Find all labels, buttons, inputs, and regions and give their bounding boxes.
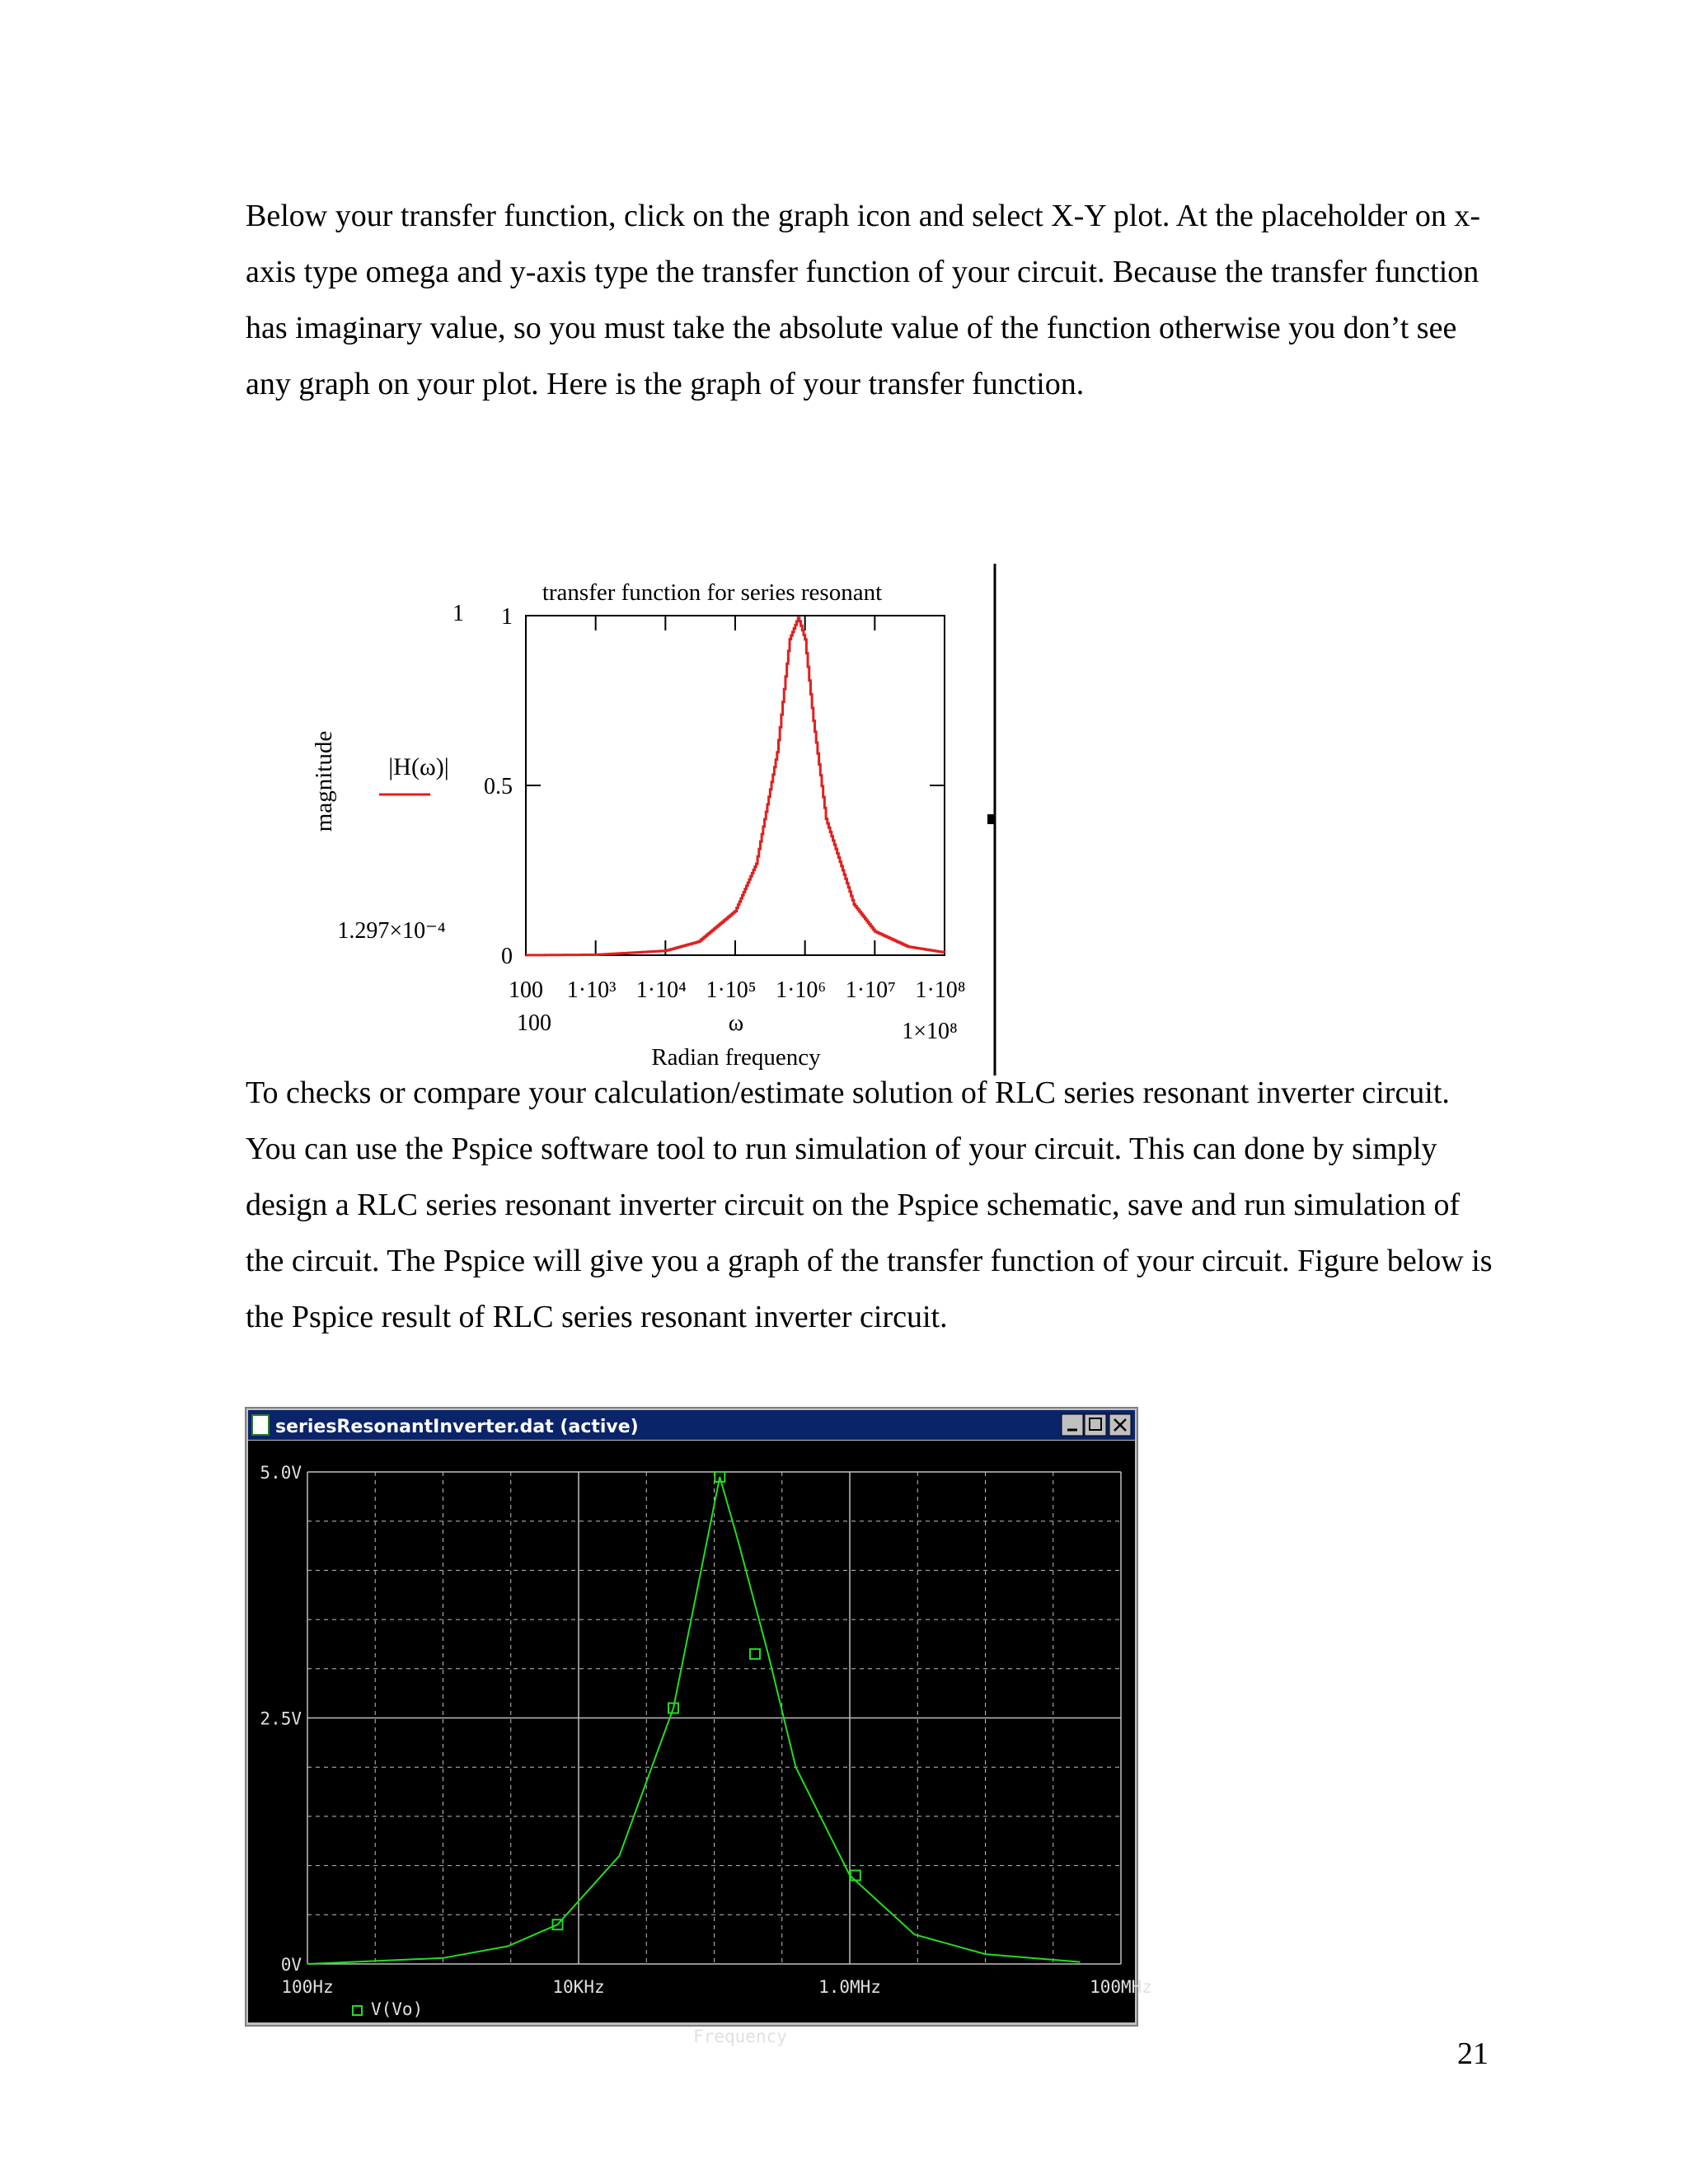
intro-paragraph: Below your transfer function, click on the graph icon and select X-Y plot. At the placeholder on x-axis type omega and y-axis type the transfer function of your circuit. Because the transfer function has imaginary value, so you must take the absolute value of the function otherwise you don’t see any graph on your plot. Here is the graph of your transfer function. (246, 199, 1481, 401)
x-axis-label: Radian frequency (651, 1044, 821, 1071)
plot-title: transfer function for series resonant (542, 579, 883, 606)
x-lower-marker: 100 (517, 1010, 551, 1036)
plot-area[interactable] (248, 1441, 1135, 2022)
y-tick-label: 0 (501, 944, 513, 969)
plot-frame (526, 616, 945, 955)
x-tick-label: 10KHz (552, 1977, 605, 1997)
legend-label[interactable]: V(Vo) (371, 1999, 424, 2019)
page-number: 21 (1457, 2036, 1489, 2071)
x-tick-label: 100Hz (281, 1977, 334, 1997)
minimize-button[interactable] (1062, 1414, 1083, 1436)
region-handle (987, 814, 996, 824)
pspice-window-svg (246, 1408, 1152, 2046)
x-tick-label: 1·10⁸ (915, 977, 966, 1003)
maximize-button[interactable] (1085, 1414, 1106, 1436)
x-tick-label: 1·10³ (566, 977, 617, 1003)
pspice-window[interactable] (246, 1408, 1152, 2046)
legend-expression: |H(ω)| (388, 753, 449, 780)
window-title: seriesResonantInverter.dat (active) (275, 1417, 639, 1437)
app-icon (252, 1415, 269, 1435)
y-tick-label: 0.5 (484, 774, 513, 799)
pspice-paragraph: To checks or compare your calculation/estimate solution of RLC series resonant inverter circuit. You can use the Pspice software tool to run simulation of your circuit. This can done by simply design a RLC series resonant inverter circuit on the Pspice schematic, save and run simulation of the circuit. The Pspice will give you a graph of the transfer function of your circuit. Figure below is the Pspice result of RLC series resonant inverter circuit. (246, 1076, 1493, 1334)
x-variable: ω (728, 1010, 744, 1036)
y-upper-marker: 1 (452, 601, 464, 626)
x-tick-label: 1.0MHz (818, 1977, 881, 1997)
close-button[interactable] (1109, 1414, 1131, 1436)
y-tick-label: 0V (280, 1955, 302, 1975)
x-upper-marker: 1×10⁸ (902, 1019, 958, 1044)
transfer-curve (526, 618, 945, 955)
x-tick-label: 1·10⁷ (845, 977, 896, 1003)
x-tick-label: 100MHz (1090, 1977, 1152, 1997)
pspice-x-axis-label: Frequency (693, 2027, 787, 2046)
x-tick-label: 1·10⁶ (776, 977, 827, 1003)
y-tick-label: 2.5V (260, 1708, 302, 1729)
y-tick-label: 5.0V (260, 1463, 302, 1483)
x-tick-label: 100 (509, 977, 543, 1003)
y-lower-marker: 1.297×10⁻⁴ (337, 918, 446, 944)
y-tick-label: 1 (501, 604, 513, 630)
x-tick-label: 1·10⁵ (706, 977, 757, 1003)
x-tick-label: 1·10⁴ (635, 977, 687, 1003)
y-axis-label: magnitude (311, 730, 337, 832)
